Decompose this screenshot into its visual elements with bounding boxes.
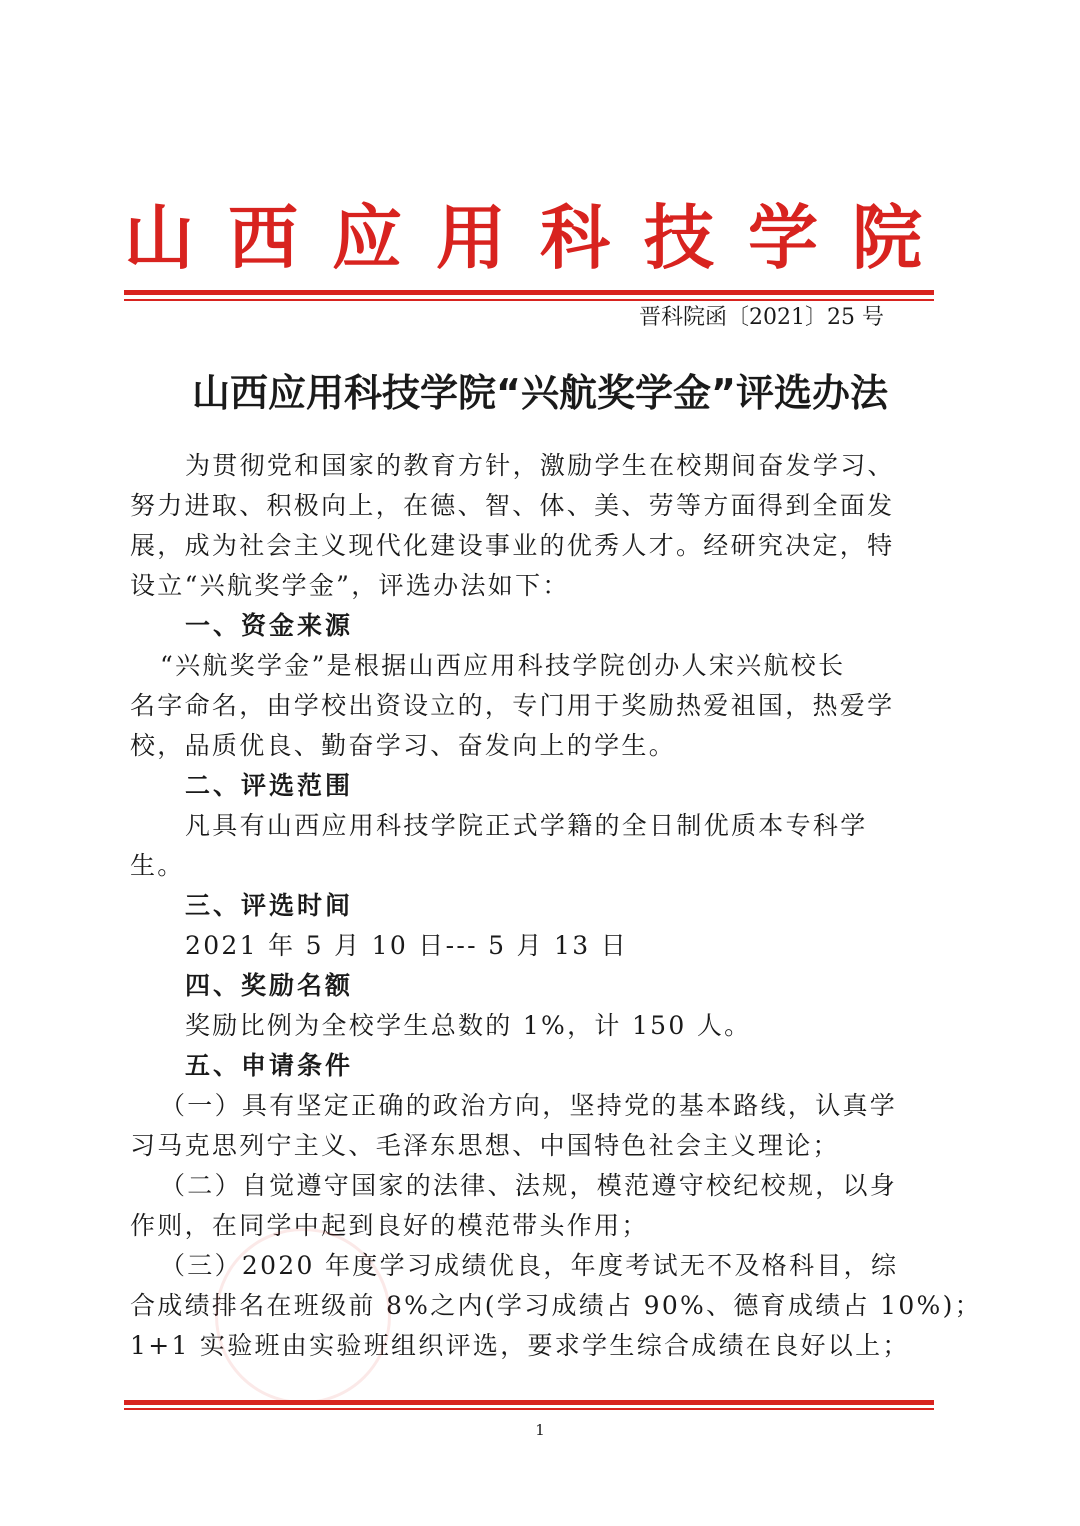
footer-rule-thin — [124, 1408, 934, 1410]
condition-line: （二）自觉遵守国家的法律、法规，模范遵守校纪校规，以身 — [160, 1171, 898, 1200]
document-title: 山西应用科技学院“兴航奖学金”评选办法 — [192, 371, 888, 415]
condition-line: （一）具有坚定正确的政治方向，坚持党的基本路线，认真学 — [160, 1091, 898, 1120]
faint-seal — [215, 1228, 391, 1404]
section-heading-quota: 四、奖励名额 — [185, 971, 354, 1000]
letterhead-title: 山西应用科技学院 — [124, 197, 956, 279]
time-line: 2021 年 5 月 10 日--- 5 月 13 日 — [185, 931, 629, 960]
quota-line: 奖励比例为全校学生总数的 1%，计 150 人。 — [185, 1011, 752, 1040]
intro-paragraph — [130, 446, 930, 606]
condition-line: 习马克思列宁主义、毛泽东思想、中国特色社会主义理论； — [130, 1131, 840, 1160]
intro-line: 展，成为社会主义现代化建设事业的优秀人才。经研究决定，特 — [130, 531, 895, 560]
document-number: 晋科院函〔2021〕25 号 — [639, 305, 884, 330]
section-heading-scope: 二、评选范围 — [185, 771, 354, 800]
scope-line: 凡具有山西应用科技学院正式学籍的全日制优质本专科学 — [185, 811, 868, 840]
funding-line: “兴航奖学金”是根据山西应用科技学院创办人宋兴航校长 — [160, 651, 846, 680]
letterhead-rule-thick — [124, 290, 934, 295]
letterhead-rule-thin — [124, 299, 934, 301]
intro-line: 努力进取、积极向上，在德、智、体、美、劳等方面得到全面发 — [130, 491, 895, 520]
section-heading-conditions: 五、申请条件 — [185, 1051, 354, 1080]
section-heading-funding: 一、资金来源 — [185, 611, 354, 640]
scope-line: 生。 — [130, 851, 185, 880]
condition-line: 作则，在同学中起到良好的模范带头作用； — [130, 1211, 649, 1240]
page-number: 1 — [535, 1421, 545, 1439]
condition-line: （三）2020 年度学习成绩优良，年度考试无不及格科目，综 — [160, 1251, 899, 1280]
funding-line: 名字命名，由学校出资设立的，专门用于奖励热爱祖国，热爱学 — [130, 691, 895, 720]
intro-line: 为贯彻党和国家的教育方针，激励学生在校期间奋发学习、 — [185, 451, 895, 480]
footer-rule-thick — [124, 1400, 934, 1405]
intro-line: 设立“兴航奖学金”，评选办法如下： — [130, 571, 570, 600]
section-heading-time: 三、评选时间 — [185, 891, 354, 920]
condition-line: 合成绩排名在班级前 8%之内(学习成绩占 90%、德育成绩占 10%)； — [130, 1291, 982, 1320]
document-body — [130, 446, 982, 1366]
condition-line: 1+1 实验班由实验班组织评选，要求学生综合成绩在良好以上； — [130, 1331, 910, 1360]
funding-line: 校，品质优良、勤奋学习、奋发向上的学生。 — [130, 731, 677, 760]
